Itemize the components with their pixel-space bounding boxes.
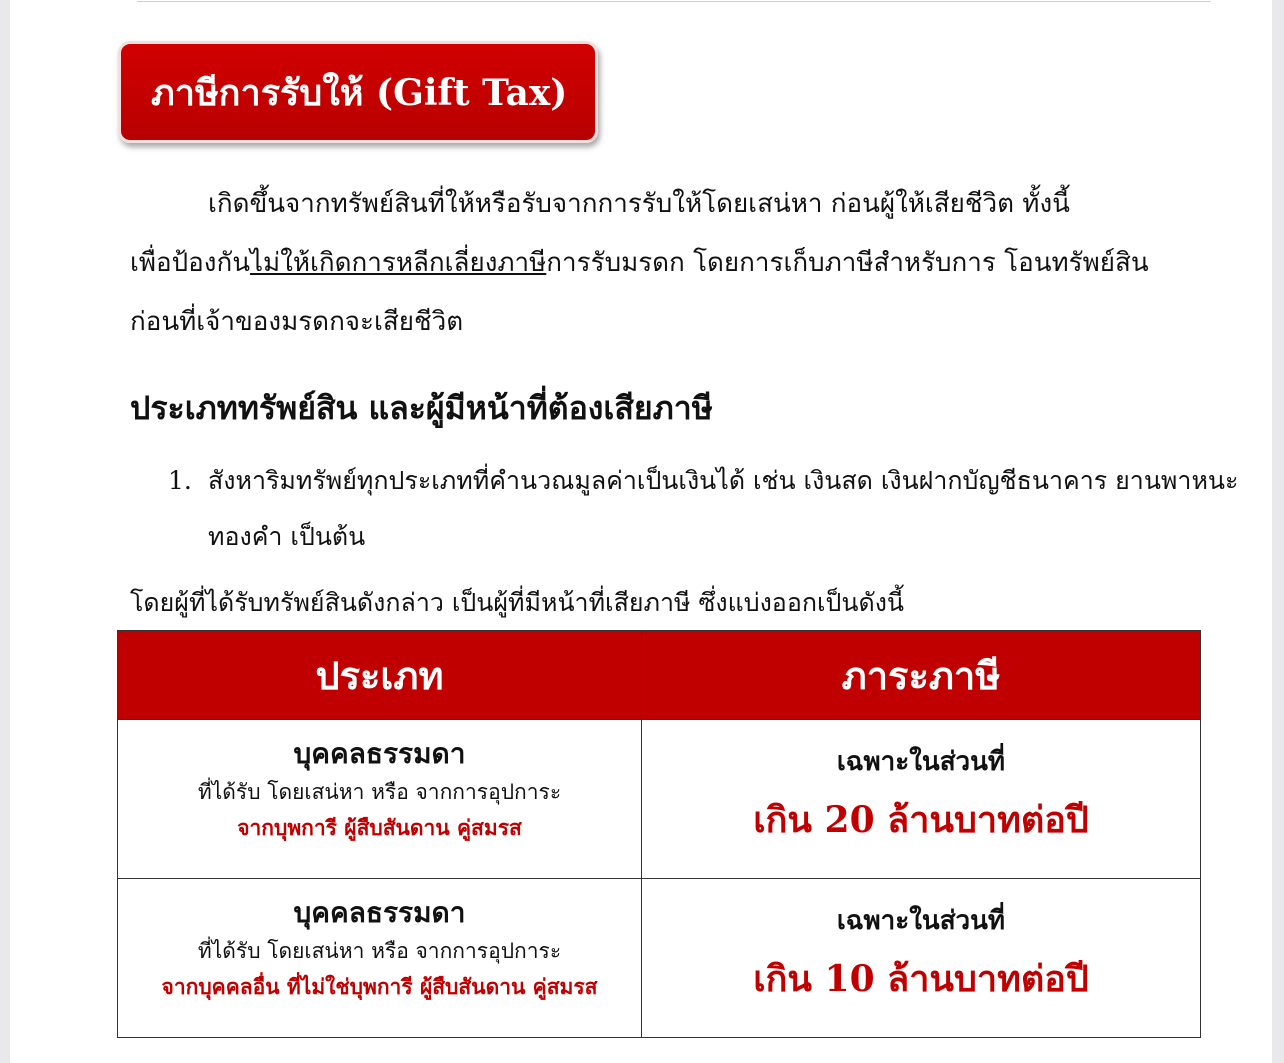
type-cell <box>118 720 642 879</box>
tax-table <box>117 630 1201 1038</box>
burden-amount: เกิน 20 ล้านบาทต่อปี <box>753 799 1089 841</box>
type-who: จากบุคคลอื่น ที่ไม่ใช่บุพการี ผู้สืบสันดาน คู่สมรส <box>161 974 598 999</box>
burden-label: เฉพาะในส่วนที่ <box>836 906 1006 936</box>
burden-amount: เกิน 10 ล้านบาทต่อปี <box>753 958 1089 1000</box>
list-number: 1. <box>168 466 192 495</box>
table-header-row <box>118 631 1201 720</box>
type-name: บุคคลธรรมดา <box>293 896 466 929</box>
list-text <box>208 453 1239 565</box>
intro-line-2-start: เพื่อป้องกัน <box>130 248 250 278</box>
intro-line-3: ก่อนที่เจ้าของมรดกจะเสียชีวิต <box>130 307 464 337</box>
burden-cell <box>642 879 1201 1038</box>
intro-paragraph <box>130 175 1202 352</box>
top-divider <box>137 1 1211 2</box>
title-banner <box>118 41 598 143</box>
intro-underlined-text: ไม่ให้เกิดการหลีกเลี่ยงภาษี <box>249 248 547 278</box>
type-name: บุคคลธรรมดา <box>293 737 466 770</box>
burden-cell <box>642 720 1201 879</box>
table-row <box>118 720 1201 879</box>
intro-line-2-end: การรับมรดก โดยการเก็บภาษีสำหรับการ โอนทรัพย์สิน <box>546 248 1149 278</box>
header-burden: ภาระภาษี <box>642 631 1201 720</box>
burden-label: เฉพาะในส่วนที่ <box>836 747 1006 777</box>
type-how: ที่ได้รับ โดยเสน่หา หรือ จากการอุปการะ <box>197 780 562 804</box>
page-title: ภาษีการรับให้ (Gift Tax) <box>151 71 568 114</box>
type-cell <box>118 879 642 1038</box>
section-heading: ประเภททรัพย์สิน และผู้มีหน้าที่ต้องเสียภาษี <box>130 389 713 427</box>
document-page <box>10 0 1272 1063</box>
list-line-2: ทองคำ เป็นต้น <box>208 522 366 551</box>
header-type: ประเภท <box>118 631 642 720</box>
intro-line-2 <box>130 234 1202 293</box>
table-row <box>118 879 1201 1038</box>
type-how: ที่ได้รับ โดยเสน่หา หรือ จากการอุปการะ <box>197 939 562 963</box>
intro-line-1: เกิดขึ้นจากทรัพย์สินที่ให้หรือรับจากการรับให้โดยเสน่หา ก่อนผู้ให้เสียชีวิต ทั้งนี้ <box>208 189 1070 219</box>
type-who: จากบุพการี ผู้สืบสันดาน คู่สมรส <box>237 815 522 840</box>
note-text: โดยผู้ที่ได้รับทรัพย์สินดังกล่าว เป็นผู้ที่มีหน้าที่เสียภาษี ซึ่งแบ่งออกเป็นดังนี้ <box>130 588 905 617</box>
list-line-1: สังหาริมทรัพย์ทุกประเภทที่คำนวณมูลค่าเป็นเงินได้ เช่น เงินสด เงินฝากบัญชีธนาคาร ยานพาหนะ <box>208 466 1239 495</box>
